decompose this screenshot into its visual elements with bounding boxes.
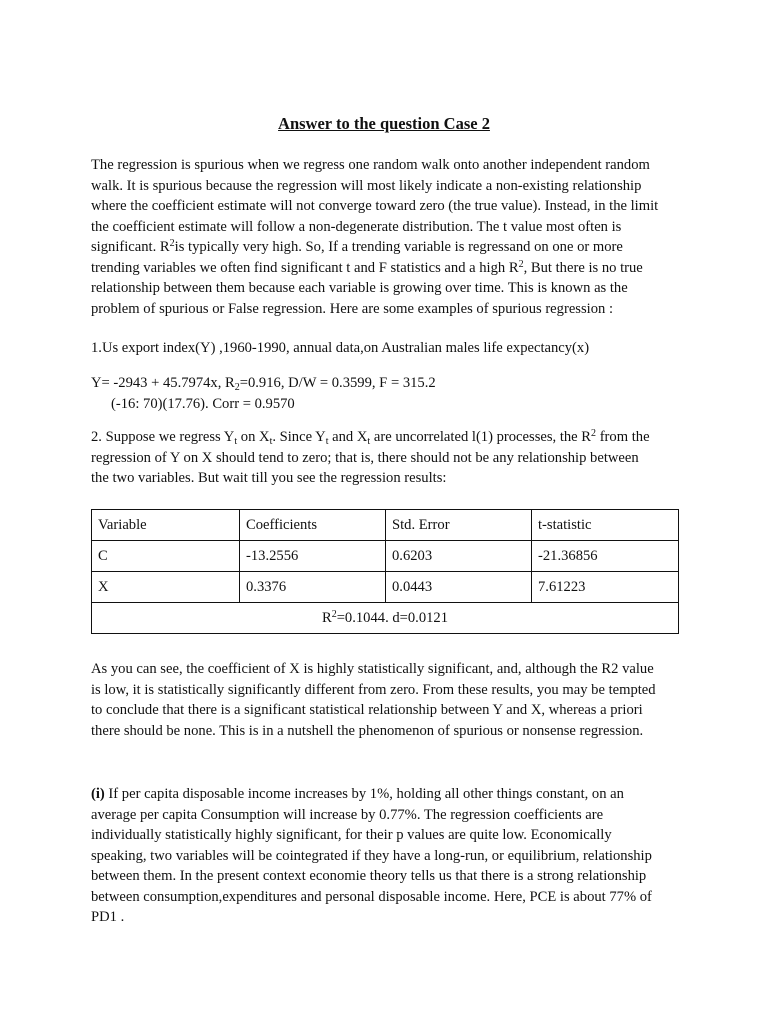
superscript: 2	[591, 428, 597, 439]
text-run: . Since Y	[272, 429, 326, 445]
text-run: R	[321, 609, 332, 626]
text-line: between consumption,expenditures and personal disposable income. Here, PCE is about 77% of	[91, 888, 652, 905]
text-run: on X	[237, 429, 270, 445]
text-line	[91, 427, 681, 448]
table-header-row	[92, 510, 679, 541]
table-header-cell: Variable	[92, 510, 240, 541]
text-run: Y= -2943 + 45.7974x, R	[91, 375, 235, 391]
table-cell: 0.3376	[240, 572, 386, 603]
table-footer-cell	[92, 603, 679, 634]
text-line: the two variables. But wait till you see the regression results:	[91, 470, 447, 486]
text-run: =0.916, D/W = 0.3599, F = 315.2	[239, 375, 436, 391]
text-line: speaking, two variables will be cointegrated if they have a long-run, or equilibrium, relationship	[91, 847, 652, 864]
text-line	[91, 258, 681, 279]
text-run: trending variables we often find significant t and F statistics and a high R	[91, 259, 519, 276]
text-line: average per capita Consumption will increase by 0.77%. The regression coefficients are	[91, 806, 604, 823]
table-row	[92, 541, 679, 572]
text-line: is low, it is statistically significantly different from zero. From these results, you may be tempted	[91, 681, 656, 698]
discussion-paragraph	[91, 659, 681, 741]
table-header-cell: Std. Error	[386, 510, 532, 541]
table-cell: 0.0443	[386, 572, 532, 603]
subscript: t	[234, 436, 238, 447]
text-run: , But there is no true	[523, 259, 643, 276]
table-cell: -13.2556	[240, 541, 386, 572]
text-run: If per capita disposable income increases by 1%, holding all other things constant, on an	[104, 786, 624, 802]
superscript: 2	[331, 608, 337, 620]
subscript: t	[325, 436, 329, 447]
text-run: is typically very high. So, If a trending variable is regressand on one or more	[174, 239, 623, 255]
table-cell: C	[92, 541, 240, 572]
text-line: regression of Y on X should tend to zero; that is, there should not be any relationship between	[91, 449, 639, 466]
text-run: =0.1044. d=0.0121	[336, 609, 449, 626]
table-header-cell: Coefficients	[240, 510, 386, 541]
part-i-paragraph	[91, 784, 681, 928]
text-line: the coefficient estimate will follow a non-degenerate distribution. The t value most often is	[91, 218, 622, 235]
example-1-equation	[91, 373, 681, 414]
superscript: 2	[518, 258, 524, 270]
text-line: The regression is spurious when we regress one random walk onto another independent random	[91, 157, 650, 173]
table-header-cell: t-statistic	[532, 510, 679, 541]
example-1-heading	[91, 338, 681, 359]
text-line: 1.Us export index(Y) ,1960-1990, annual data,on Australian males life expectancy(x)	[91, 340, 590, 356]
text-line: individually statistically highly significant, for their p values are quite low. Economically	[91, 827, 612, 843]
text-run: 2. Suppose we regress Y	[91, 429, 235, 445]
table-cell: 0.6203	[386, 541, 532, 572]
table-row	[92, 572, 679, 603]
table-cell: 7.61223	[532, 572, 679, 603]
text-line: relationship between them because each variable is growing over time. This is known as the	[91, 280, 628, 296]
subscript: t	[367, 436, 371, 447]
table-footer-row	[92, 603, 679, 634]
text-line: to conclude that there is a significant statistical relationship between Y and X, whereas a priori	[91, 702, 643, 718]
text-run: are uncorrelated l(1) processes, the R	[370, 429, 592, 445]
example-2-paragraph	[91, 427, 681, 489]
text-line: As you can see, the coefficient of X is highly statistically significant, and, although the R2 value	[91, 661, 654, 677]
text-line: where the coefficient estimate will not converge toward zero (the true value). Instead, in the limit	[91, 198, 659, 214]
text-run: significant. R	[91, 239, 170, 255]
text-line: between them. In the present context economie theory tells us that there is a strong relationship	[91, 868, 647, 884]
text-run: and X	[328, 429, 368, 445]
text-line	[91, 784, 681, 805]
table-cell: X	[92, 572, 240, 603]
part-label: (i)	[91, 786, 105, 802]
regression-results-table	[91, 509, 679, 634]
table-cell: -21.36856	[532, 541, 679, 572]
text-line: walk. It is spurious because the regression will most likely indicate a non-existing relationship	[91, 177, 642, 194]
subscript: t	[269, 436, 273, 447]
text-run: from the	[596, 429, 650, 445]
equation-line: (-16: 70)(17.76). Corr = 0.9570	[111, 395, 295, 412]
text-line: problem of spurious or False regression. Here are some examples of spurious regression :	[91, 300, 614, 317]
text-line: there should be none. This is in a nutshell the phenomenon of spurious or nonsense regression.	[91, 722, 644, 739]
intro-paragraph	[91, 155, 681, 319]
text-line: PD1 .	[91, 909, 125, 925]
text-line	[91, 237, 681, 258]
superscript: 2	[169, 238, 175, 249]
subscript: 2	[234, 382, 240, 393]
page-title: Answer to the question Case 2	[278, 114, 490, 133]
equation-line	[91, 373, 681, 394]
